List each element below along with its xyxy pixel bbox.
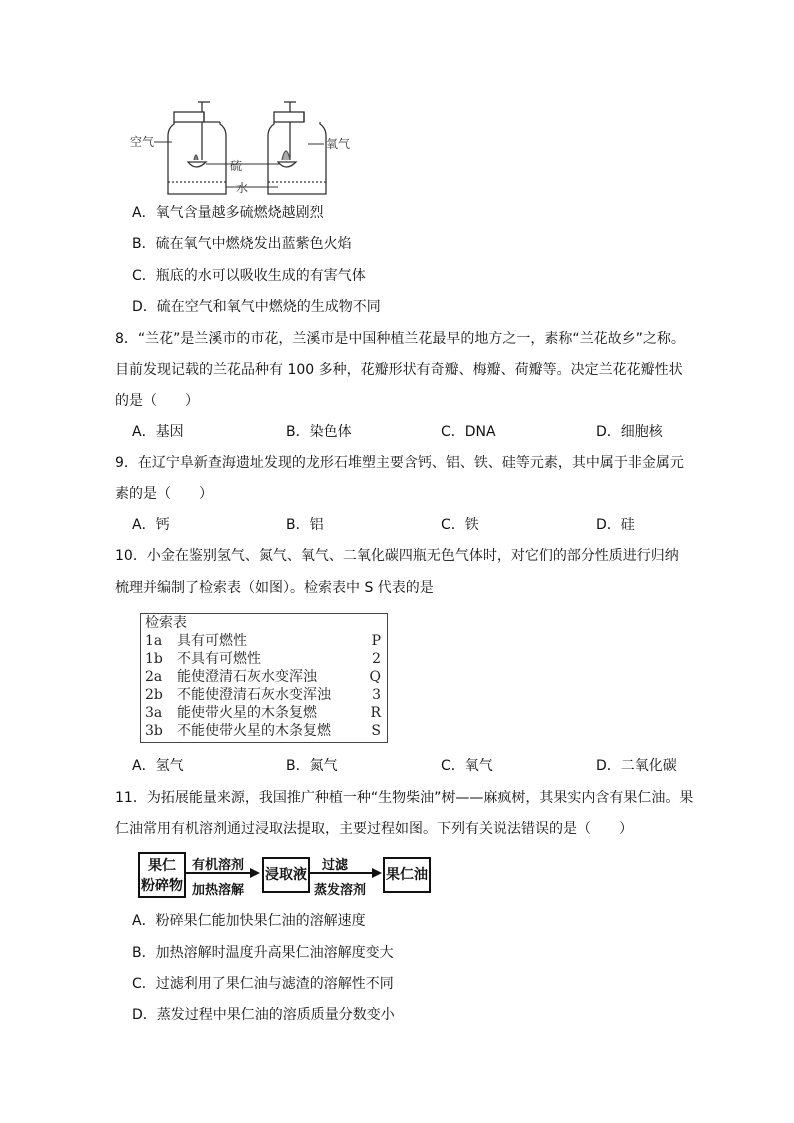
q11-option-d: D．蒸发过程中果仁油的溶质质量分数变小 bbox=[132, 1007, 395, 1023]
key-table-row bbox=[145, 686, 383, 704]
q9-option-c: C．铁 bbox=[441, 517, 479, 533]
flow-arrow1-top-label: 有机溶剂 bbox=[192, 858, 245, 873]
key-table-row bbox=[145, 722, 383, 740]
q8-option-d: D．细胞核 bbox=[596, 424, 663, 440]
key-table-row bbox=[145, 632, 383, 650]
key-table-title: 检索表 bbox=[145, 615, 187, 631]
row-code: Q bbox=[369, 669, 381, 685]
row-text: 能使澄清石灰水变浑浊 bbox=[177, 669, 317, 685]
row-key: 1b bbox=[145, 651, 163, 667]
q8-option-c: C．DNA bbox=[441, 424, 496, 440]
q8-option-a: A．基因 bbox=[132, 424, 184, 440]
row-key: 2b bbox=[145, 687, 163, 703]
flow-arrow-1 bbox=[186, 866, 262, 880]
row-text: 具有可燃性 bbox=[177, 633, 247, 649]
q8-stem-line-1: 8．“兰花”是兰溪市的市花，兰溪市是中国种植兰花最早的地方之一，素称“兰花故乡”之称。 bbox=[115, 331, 685, 347]
q8-stem-line-2: 目前发现记载的兰花品种有 100 多种，花瓣形状有奇瓣、梅瓣、荷瓣等。决定兰花花瓣性状 bbox=[115, 362, 683, 378]
q10-option-a: A．氢气 bbox=[132, 758, 184, 774]
q9-stem-line-1: 9．在辽宁阜新查海遗址发现的龙形石堆塑主要含钙、铝、铁、硅等元素，其中属于非金属元 bbox=[115, 455, 684, 471]
row-text: 不具有可燃性 bbox=[177, 651, 261, 667]
q11-stem-line-2: 仁油常用有机溶剂通过浸取法提取，主要过程如图。下列有关说法错误的是（ ） bbox=[115, 821, 633, 837]
q7-option-d: D．硫在空气和氧气中燃烧的生成物不同 bbox=[132, 299, 381, 315]
q10-stem-line-1: 10．小金在鉴别氢气、氮气、氧气、二氧化碳四瓶无色气体时，对它们的部分性质进行归纳 bbox=[115, 548, 679, 564]
flow-box-extract: 浸取液 bbox=[262, 857, 310, 893]
q11-option-a: A．粉碎果仁能加快果仁油的溶解速度 bbox=[132, 913, 366, 929]
q10-stem-line-2: 梳理并编制了检索表（如图）。检索表中 S 代表的是 bbox=[115, 580, 434, 596]
row-key: 1a bbox=[145, 633, 163, 649]
q10-option-b: B．氮气 bbox=[286, 758, 338, 774]
q7-option-a: A．氧气含量越多硫燃烧越剧烈 bbox=[132, 205, 324, 221]
flow-arrow2-bottom-label: 蒸发溶剂 bbox=[314, 883, 367, 898]
label-air: 空气 bbox=[130, 135, 155, 149]
label-water: 水 bbox=[236, 181, 249, 195]
row-text: 不能使带火星的木条复燃 bbox=[177, 723, 331, 739]
row-code: 3 bbox=[372, 687, 381, 703]
q8-option-b: B．染色体 bbox=[286, 424, 352, 440]
key-table-row bbox=[145, 650, 383, 668]
row-code: R bbox=[370, 705, 381, 721]
flow-box-kernel bbox=[138, 852, 186, 898]
row-key: 2a bbox=[145, 669, 163, 685]
row-code: S bbox=[371, 723, 381, 739]
q9-option-a: A．钙 bbox=[132, 517, 170, 533]
q11-option-b: B．加热溶解时温度升高果仁油溶解度变大 bbox=[132, 945, 394, 961]
key-table-row bbox=[145, 668, 383, 686]
flow-arrow-2 bbox=[310, 866, 384, 880]
q9-option-d: D．硅 bbox=[596, 517, 635, 533]
flow-box-kernel-line1: 果仁 bbox=[148, 858, 176, 874]
flow-arrow1-bottom-label: 加热溶解 bbox=[192, 883, 245, 898]
jar-oxygen bbox=[268, 102, 326, 194]
row-key: 3b bbox=[145, 723, 163, 739]
label-oxygen: 氧气 bbox=[326, 137, 351, 151]
q10-option-c: C．氧气 bbox=[441, 758, 493, 774]
q9-stem-line-2: 素的是（ ） bbox=[115, 486, 213, 502]
q7-option-b: B．硫在氧气中燃烧发出蓝紫色火焰 bbox=[132, 236, 352, 252]
q10-option-d: D．二氧化碳 bbox=[596, 758, 677, 774]
row-code: P bbox=[371, 633, 381, 649]
label-sulfur: 硫 bbox=[230, 159, 243, 173]
q7-option-c: C．瓶底的水可以吸收生成的有害气体 bbox=[132, 268, 366, 284]
flow-arrow2-top-label: 过滤 bbox=[322, 858, 349, 873]
row-code: 2 bbox=[372, 651, 381, 667]
key-table bbox=[140, 613, 388, 743]
jar-air bbox=[168, 102, 226, 194]
q11-stem-line-1: 11．为拓展能量来源，我国推广种植一种“生物柴油”树——麻疯树，其果实内含有果仁油。果 bbox=[115, 790, 694, 806]
q11-option-c: C．过滤利用了果仁油与滤渣的溶解性不同 bbox=[132, 976, 394, 992]
key-table-row bbox=[145, 704, 383, 722]
q8-stem-line-3: 的是（ ） bbox=[115, 393, 199, 409]
row-text: 能使带火星的木条复燃 bbox=[177, 705, 317, 721]
q9-option-b: B．铝 bbox=[286, 517, 324, 533]
flow-box-oil: 果仁油 bbox=[383, 857, 431, 893]
flow-box-kernel-line2: 粉碎物 bbox=[141, 878, 183, 894]
sulfur-combustion-figure bbox=[128, 98, 358, 198]
row-text: 不能使澄清石灰水变浑浊 bbox=[177, 687, 331, 703]
row-key: 3a bbox=[145, 705, 163, 721]
